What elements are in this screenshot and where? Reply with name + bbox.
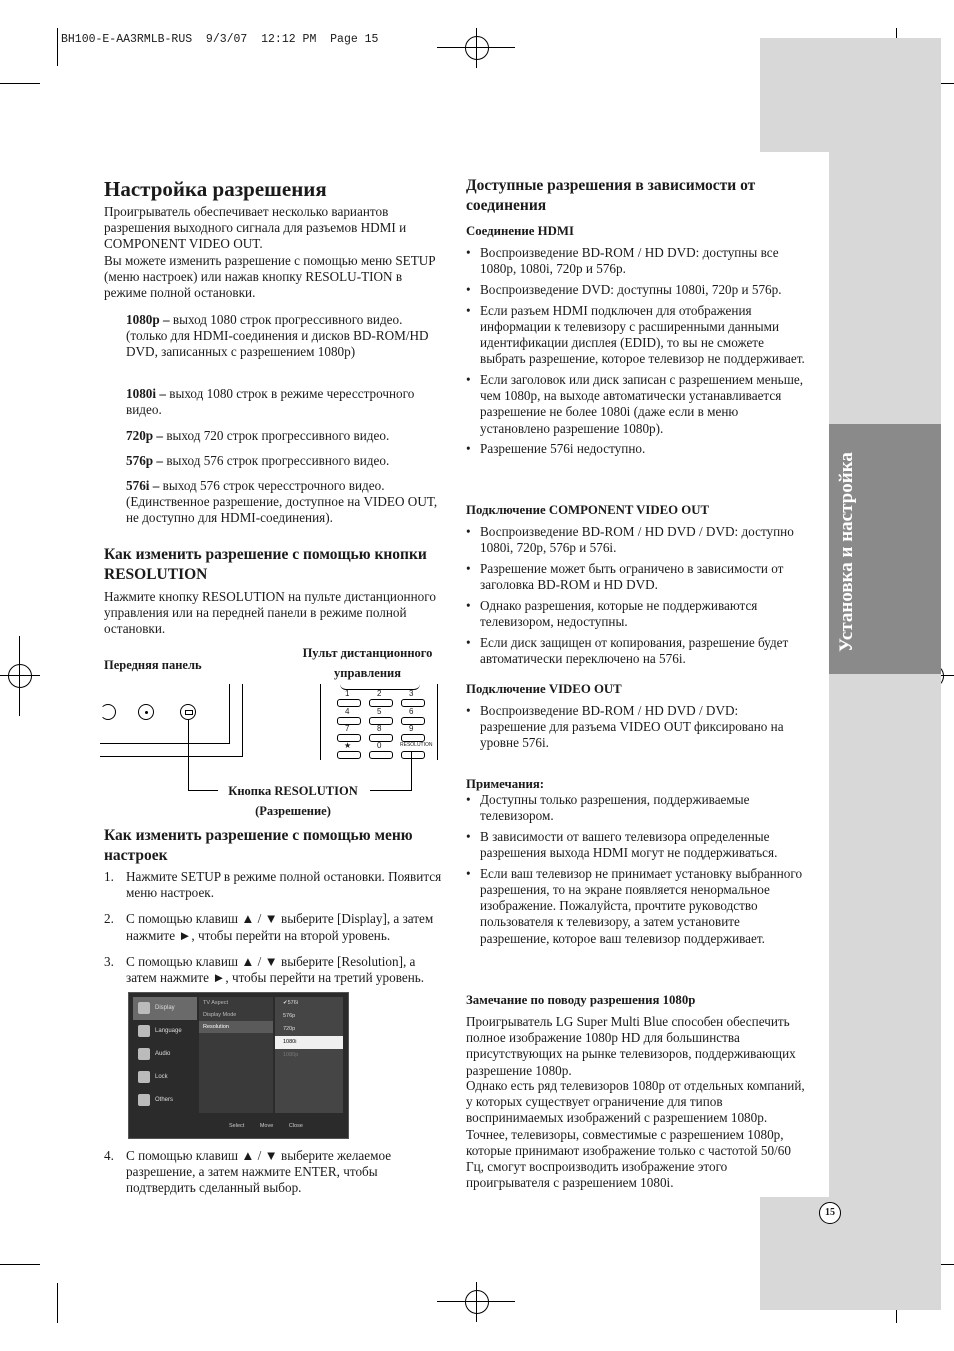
- menu-footer-close: Close: [288, 1123, 303, 1129]
- steps-list-a: [104, 869, 444, 986]
- note-1080p-subheading: Замечание по поводу разрешения 1080p: [466, 993, 696, 1007]
- list-item: • Доступны только разрешения, поддерживаемые телевизором.: [466, 792, 806, 824]
- menu-category-audio[interactable]: Audio: [133, 1043, 197, 1066]
- hdmi-list: [466, 245, 806, 462]
- key-3: 3: [409, 689, 414, 698]
- side-bar-top: [760, 38, 941, 152]
- menu-footer-move: Move: [259, 1123, 274, 1129]
- resolution-remote-button[interactable]: [401, 751, 425, 759]
- crop-mark: [0, 83, 40, 84]
- key-6: 6: [409, 707, 414, 716]
- note-1080p-paragraph-2: Однако есть ряд телевизоров 1080p от отдельных компаний, у которых существует ограничение для типов воспринимаемых изображений с разрешением 1080p. Точнее, телевизоры, совместимые с разрешением 1080p, которые принимают изображение только с частотой 50/60 Гц, смогут воспроизводить изображение этого проигрывателя с разрешением 1080i.: [466, 1078, 805, 1191]
- remote-illustration: [320, 684, 440, 760]
- key-4: 4: [345, 707, 350, 716]
- menu-category-lock[interactable]: Lock: [133, 1066, 197, 1089]
- component-subheading: Подключение COMPONENT VIDEO OUT: [466, 503, 710, 517]
- lock-icon: [138, 1071, 150, 1083]
- section-heading-setup-menu: Как изменить разрешение с помощью меню настроек: [104, 827, 413, 864]
- registration-mark: [437, 1282, 515, 1322]
- video-out-list: [466, 703, 806, 756]
- menu-setting-display-mode[interactable]: Display Mode: [203, 1012, 237, 1018]
- callout-line: [411, 752, 412, 790]
- notes-subheading: Примечания:: [466, 777, 545, 791]
- remote-button[interactable]: [401, 734, 425, 742]
- list-item: • Если заголовок или диск записан с разрешением меньше, чем 1080p, на выходе автоматически устанавливается разрешение не более 1080i (даже если в меню установлено разрешение 1080p).: [466, 372, 806, 437]
- list-item: • Если ваш телевизор не принимает установку выбранного разрешения, то на экране появляется ненормальное изображение. Пожалуйста, прочтите руководство пользователя к телевизору, а затем установите разрешение, которое ваш телевизор поддерживает.: [466, 866, 806, 947]
- key-star: ★: [344, 741, 352, 750]
- intro-text: Проигрыватель обеспечивает несколько вариантов разрешения выходного сигнала для разъемов HDMI и COMPONENT VIDEO OUT.: [104, 204, 407, 252]
- component-list: [466, 524, 806, 672]
- list-item: • Воспроизведение BD-ROM / HD DVD: доступны все 1080p, 1080i, 720p и 576p.: [466, 245, 806, 277]
- menu-setting-resolution[interactable]: Resolution: [199, 1021, 273, 1033]
- setup-menu-screenshot: [128, 992, 349, 1139]
- remote-button[interactable]: [337, 751, 361, 759]
- side-bar-bottom: [760, 1197, 941, 1310]
- page-number: 15: [825, 1207, 835, 1218]
- power-icon: [138, 704, 154, 720]
- list-item: • Воспроизведение BD-ROM / HD DVD / DVD: разрешение для разъема VIDEO OUT фиксировано на уровне 576i.: [466, 703, 806, 752]
- play-pause-icon: [100, 704, 116, 720]
- resolution-720p: 720p – выход 720 строк прогрессивного видео.: [126, 428, 390, 443]
- crop-mark: [57, 28, 58, 66]
- key-2: 2: [377, 689, 382, 698]
- section-heading-available-resolutions: Доступные разрешения в зависимости от соединения: [466, 177, 756, 214]
- list-item: • Воспроизведение BD-ROM / HD DVD / DVD: доступно 1080i, 720p, 576p и 576i.: [466, 524, 806, 556]
- key-0: 0: [377, 741, 382, 750]
- step-item: 2. С помощью клавиш ▲ / ▼ выберите [Display], а затем нажмите ►, чтобы перейти на второй уровень.: [104, 911, 434, 943]
- list-item: • Разрешение 576i недоступно.: [466, 441, 806, 457]
- front-panel-illustration: [100, 684, 245, 759]
- menu-setting-tv-aspect[interactable]: TV Aspect: [203, 1000, 229, 1006]
- menu-category-others[interactable]: Others: [133, 1089, 197, 1112]
- menu-footer: [229, 1123, 317, 1129]
- video-out-subheading: Подключение VIDEO OUT: [466, 682, 622, 696]
- registration-mark: [0, 636, 40, 716]
- menu-option-1080p[interactable]: 1080p: [283, 1052, 299, 1058]
- list-item: • Разрешение может быть ограничено в зависимости от заголовка BD-ROM и HD DVD.: [466, 561, 806, 593]
- crop-mark: [0, 1264, 40, 1265]
- menu-option-720p[interactable]: 720p: [283, 1026, 296, 1032]
- section-heading-resolution-button: Как изменить разрешение с помощью кнопки RESOLUTION: [104, 546, 427, 583]
- step-item: 1. Нажмите SETUP в режиме полной остановки. Появится меню настроек.: [104, 869, 442, 901]
- key-resolution-label: RESOLUTION: [400, 742, 433, 748]
- hdmi-subheading: Соединение HDMI: [466, 224, 574, 238]
- key-7: 7: [345, 724, 350, 733]
- remote-button[interactable]: [369, 699, 393, 707]
- audio-icon: [138, 1048, 150, 1060]
- language-icon: [138, 1025, 150, 1037]
- resolution-576p: 576p – выход 576 строк прогрессивного видео.: [126, 453, 390, 468]
- menu-option-576i[interactable]: ✔576i: [283, 1000, 299, 1006]
- resolution-front-button[interactable]: [180, 704, 196, 720]
- remote-button[interactable]: [401, 699, 425, 707]
- menu-footer-select: Select: [229, 1123, 245, 1129]
- key-9: 9: [409, 724, 414, 733]
- caption-line-2: (Разрешение): [255, 804, 331, 818]
- resolution-button-text: Нажмите кнопку RESOLUTION на пульте дистанционного управления или на передней панели в режиме полной остановки.: [104, 589, 436, 637]
- caption-line-1: Кнопка RESOLUTION: [228, 784, 358, 798]
- key-1: 1: [345, 689, 350, 698]
- section-tab-label: Установка и настройка: [836, 452, 857, 652]
- steps-list-b: [104, 1148, 444, 1197]
- display-icon: [138, 1002, 150, 1014]
- remote-label: Пульт дистанционного управления: [302, 646, 433, 680]
- menu-option-576p[interactable]: 576p: [283, 1013, 296, 1019]
- intro-text-2: Вы можете изменить разрешение с помощью меню SETUP (меню настроек) или нажав кнопку RESOLU-TION в режиме полной остановки.: [104, 253, 436, 301]
- print-slug: BH100-E-AA3RMLB-RUS 9/3/07 12:12 PM Page 15: [61, 33, 379, 46]
- resolution-1080p: 1080p – выход 1080 строк прогрессивного видео. (только для HDMI-соединения и дисков BD-ROM/HD DVD, записанных с разрешением 1080p): [126, 312, 429, 360]
- resolution-button-caption: [210, 781, 376, 821]
- menu-category-language[interactable]: Language: [133, 1020, 197, 1043]
- list-item: • В зависимости от вашего телевизора определенные разрешения выхода HDMI могут не поддерживаться.: [466, 829, 806, 861]
- callout-line: [370, 790, 412, 791]
- list-item: • Если разъем HDMI подключен для отображения информации к телевизору с расширенными данными идентификации дисплея (EDID), то вы не сможете выбрать разрешение, которое телевизор не поддерживает.: [466, 303, 806, 368]
- list-item: • Однако разрешения, которые не поддерживаются телевизором, недоступны.: [466, 598, 806, 630]
- list-item: • Воспроизведение DVD: доступны 1080i, 720p и 576p.: [466, 282, 806, 298]
- remote-button[interactable]: [337, 699, 361, 707]
- callout-line: [188, 720, 189, 790]
- crop-mark: [57, 1283, 58, 1323]
- page-number-badge: [819, 1202, 841, 1224]
- key-8: 8: [377, 724, 382, 733]
- key-5: 5: [377, 707, 382, 716]
- notes-list: [466, 792, 806, 951]
- step-item: 3. С помощью клавиш ▲ / ▼ выберите [Resolution], а затем нажмите ►, чтобы перейти на третий уровень.: [104, 953, 425, 986]
- list-item: • Если диск защищен от копирования, разрешение будет автоматически переключено на 576i.: [466, 635, 806, 667]
- others-icon: [138, 1094, 150, 1106]
- resolution-1080i: 1080i – выход 1080 строк в режиме чересстрочного видео.: [126, 386, 415, 418]
- menu-category-display[interactable]: Display: [133, 997, 197, 1020]
- page-title: Настройка разрешения: [104, 177, 327, 201]
- note-1080p-paragraph-1: Проигрыватель LG Super Multi Blue способен обеспечить полное изображение 1080p HD для большинства присутствующих на рынке телевизоров, поддерживающих разрешение 1080p.: [466, 1014, 796, 1078]
- side-bar: [829, 152, 941, 1197]
- menu-option-1080i[interactable]: 1080i: [275, 1036, 343, 1049]
- registration-mark: [437, 28, 515, 68]
- resolution-576i: 576i – выход 576 строк чересстрочного видео. (Единственное разрешение, доступное на VIDEO OUT, не доступно для HDMI-соединения).: [126, 478, 438, 526]
- front-panel-label: Передняя панель: [104, 658, 202, 672]
- remote-button[interactable]: [369, 751, 393, 759]
- step-item: 4. С помощью клавиш ▲ / ▼ выберите желаемое разрешение, а затем нажмите ENTER, чтобы подтвердить сделанный выбор.: [104, 1148, 392, 1196]
